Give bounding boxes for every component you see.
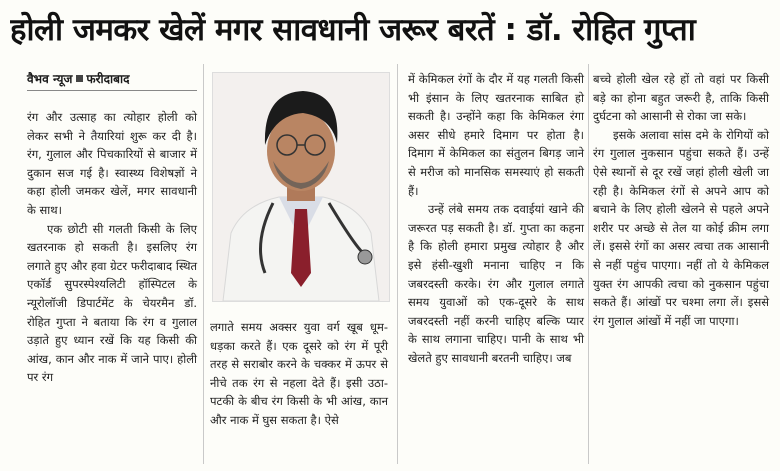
doctor-portrait-icon xyxy=(213,73,389,301)
paragraph: इसके अलावा सांस दमे के रोगियों को रंग गुलाल नुकसान पहुंचा सकते हैं। उन्हें ऐसे स्थानों से दूर रखें जहां होली खेली जा रही है। केमिकल रंगों से अपने आप को बचाने के लिए होली खेलने से पहले अपने शरीर पर अच्छे से तेल या कोई क्रीम लगा लें। इससे रंगों का असर त्वचा तक आसानी से नहीं पहुंच पाएगा। नहीं तो ये केमिकल युक्त रंग आपकी त्वचा को नुकसान पहुंचा सकते हैं। आंखों पर चश्मा लगा लें। इससे रंग गुलाल आंखों में नहीं जा पाएगा। xyxy=(593,127,769,328)
paragraph: उन्हें लंबे समय तक दवाईयां खाने की जरूरत पड़ सकती है। डॉ. गुप्ता का कहना है कि होली हमारा प्रमुख त्योहार है और इसे हंसी-खुशी मनाना चाहिए न कि जबरदस्ती करके। रंग और गुलाल लगाते समय युवाओं को एक-दूसरे के साथ जबरदस्ती नहीं करनी चाहिए बल्कि प्यार के साथ लगाना चाहिए। पानी के साथ भी खेलते हुए सावधानी बरतनी चाहिए। जब xyxy=(408,202,584,365)
column-divider xyxy=(588,64,589,464)
paragraph: एक छोटी सी गलती किसी के लिए खतरनाक हो सकती है। इसलिए रंग लगाते हुए और हवा ग्रेटर फरीदाबाद स्थित एकॉर्ड सुपरस्पेश्यलिटी हॉस्पिटल के न्यूरोलॉजी डिपार्टमेंट के चेयरमैन डॉ. रोहित गुप्ता ने बताया कि रंग व गुलाल उड़ाते हुए ध्यान रखें कि यह किसी की आंख, कान और नाक में जाने पाए। होली पर रंग xyxy=(27,221,197,385)
paragraph: बच्चे होली खेल रहे हों तो वहां पर किसी बड़े का होना बहुत जरूरी है, ताकि किसी दुर्घटना को आसानी से रोका जा सके। xyxy=(593,72,769,124)
paragraph: में केमिकल रंगों के दौर में यह गलती किसी भी इंसान के लिए खतरनाक साबित हो सकती है। उन्होंने कहा कि केमिकल रंगा असर सीधे हमारे दिमाग पर होता है। दिमाग में केमिकल का संतुलन बिगड़ जाने से मरीज को मानसिक समस्याएं हो सकती हैं। xyxy=(408,72,584,198)
paragraph: रंग और उत्साह का त्योहार होली को लेकर सभी ने तैयारियां शुरू कर दी है। रंग, गुलाल और पिचकारियों से बाजार में दुकान सज गई है। स्वास्थ्य विशेषज्ञों ने कहा होली जमकर खेलें, मगर सावधानी के साथ। xyxy=(27,110,197,217)
article-column-4 xyxy=(593,70,769,330)
paragraph: लगाते समय अक्सर युवा वर्ग खूब धूम-धड़का करते हैं। एक दूसरे को रंग में पूरी तरह से सराबोर करने के चक्कर में ऊपर से नीचे तक रंग से नहला देते हैं। इसी उठा-पटकी के बीच रंग किसी के भी आंख, कान और नाक में घुस सकता है। ऐसे xyxy=(210,320,388,427)
headline: होली जमकर खेलें मगर सावधानी जरूर बरतें : डॉ. रोहित गुप्ता xyxy=(10,12,696,48)
byline-place: फरीदाबाद xyxy=(86,72,130,86)
article-column-1 xyxy=(27,108,197,387)
column-divider xyxy=(203,64,204,464)
byline-source: वैभव न्यूज xyxy=(27,72,73,86)
doctor-portrait xyxy=(212,72,390,302)
article-column-2 xyxy=(210,318,388,430)
article-column-3 xyxy=(408,70,584,368)
byline-separator-icon xyxy=(76,75,83,82)
byline xyxy=(27,70,197,91)
column-divider xyxy=(397,64,398,464)
